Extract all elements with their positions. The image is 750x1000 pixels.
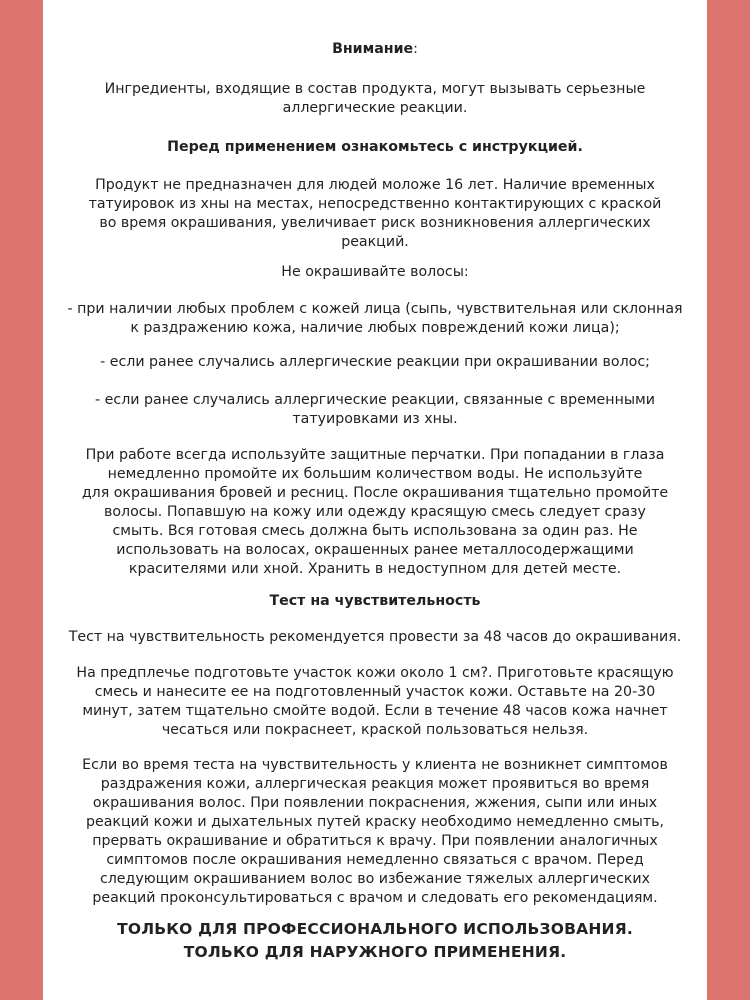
note-line-5: прервать окрашивание и обратиться к врачу. При появлении аналогичных (92, 833, 658, 849)
external-use-notice: ТОЛЬКО ДЛЯ НАРУЖНОГО ПРИМЕНЕНИЯ. (183, 943, 567, 961)
procedure-line-3: минут, затем тщательно смойте водой. Если в течение 48 часов кожа начнет (82, 703, 668, 719)
condition-1-line-1: - при наличии любых проблем с кожей лица (сыпь, чувствительная или склонная (67, 301, 683, 317)
gloves-line-7: красителями или хной. Хранить в недоступном для детей месте. (128, 561, 622, 577)
age-line-1: Продукт не предназначен для людей моложе 16 лет. Наличие временных (95, 177, 655, 193)
age-line-2: татуировок из хны на местах, непосредственно контактирующих с краской (88, 196, 662, 212)
sensitivity-test-heading: Тест на чувствительность (269, 593, 481, 609)
note-line-8: реакций проконсультироваться с врачом и следовать его рекомендациям. (92, 890, 658, 906)
condition-1-line-2: к раздражению кожа, наличие любых повреждений кожи лица); (130, 320, 620, 336)
note-line-4: реакций кожи и дыхательных путей краску необходимо немедленно смыть, (85, 814, 664, 830)
warning-heading: Внимание: (332, 41, 418, 57)
condition-3-line-2: татуировками из хны. (292, 411, 458, 427)
dont-dye-heading: Не окрашивайте волосы: (281, 264, 469, 280)
note-line-7: следующим окрашиванием волос во избежание тяжелых аллергических (99, 871, 651, 887)
condition-3-line-1: - если ранее случались аллергические реакции, связанные с временными (95, 392, 655, 408)
test-recommend-line: Тест на чувствительность рекомендуется провести за 48 часов до окрашивания. (68, 629, 682, 645)
note-line-2: раздражения кожи, аллергическая реакция может проявиться во время (100, 776, 650, 792)
procedure-line-4: чесаться или покраснеет, краской пользоваться нельзя. (161, 722, 589, 738)
procedure-line-1: На предплечье подготовьте участок кожи около 1 см?. Приготовьте красящую (76, 665, 674, 681)
gloves-line-6: использовать на волосах, окрашенных ранее металлосодержащими (116, 542, 634, 558)
note-line-1: Если во время теста на чувствительность у клиента не возникнет симптомов (82, 757, 668, 773)
gloves-line-5: смыть. Вся готовая смесь должна быть использована за один раз. Не (112, 523, 638, 539)
gloves-line-3: для окрашивания бровей и ресниц. После окрашивания тщательно промойте (81, 485, 669, 501)
gloves-line-2: немедленно промойте их большим количеством воды. Не используйте (107, 466, 643, 482)
professional-use-notice: ТОЛЬКО ДЛЯ ПРОФЕССИОНАЛЬНОГО ИСПОЛЬЗОВАНИЯ. (117, 920, 633, 938)
note-line-6: симптомов после окрашивания немедленно связаться с врачом. Перед (106, 852, 644, 868)
procedure-line-2: смесь и нанесите ее на подготовленный участок кожи. Оставьте на 20-30 (94, 684, 656, 700)
gloves-line-1: При работе всегда используйте защитные перчатки. При попадании в глаза (85, 447, 665, 463)
note-line-3: окрашивания волос. При появлении покраснения, жжения, сыпи или иных (92, 795, 658, 811)
condition-2-line-1: - если ранее случались аллергические реакции при окрашивании волос; (100, 354, 650, 370)
intro-line-1: Ингредиенты, входящие в состав продукта, могут вызывать серьезные (104, 81, 646, 97)
age-line-4: реакций. (341, 234, 409, 250)
age-line-3: во время окрашивания, увеличивает риск возникновения аллергических (99, 215, 651, 231)
intro-line-2: аллергические реакции. (282, 100, 468, 116)
read-instructions-heading: Перед применением ознакомьтесь с инструкцией. (167, 139, 583, 155)
gloves-line-4: волосы. Попавшую на кожу или одежду красящую смесь следует сразу (104, 504, 646, 520)
